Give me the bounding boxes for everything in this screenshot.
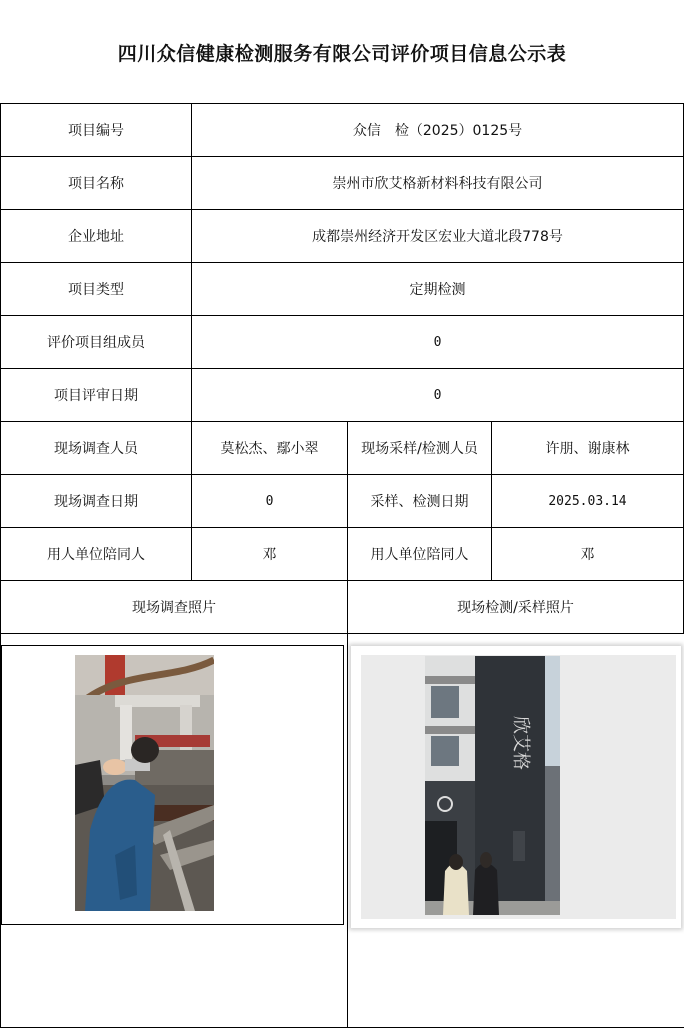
table-row [1,528,684,581]
building-sign: 欣艾格 [510,716,531,770]
survey-date-value: 0 [192,475,348,528]
sampling-staff-label: 现场采样/检测人员 [348,422,492,475]
sampling-photo [425,656,560,915]
table-row [1,475,684,528]
review-date-value: 0 [192,369,684,422]
escort-left-label: 用人单位陪同人 [1,528,192,581]
survey-date-label: 现场调查日期 [1,475,192,528]
table-row [1,210,684,263]
sampling-photo-label: 现场检测/采样照片 [348,581,684,634]
sampling-date-label: 采样、检测日期 [348,475,492,528]
sampling-staff-value: 许朋、谢康林 [492,422,684,475]
table-row [1,581,684,634]
survey-staff-label: 现场调查人员 [1,422,192,475]
project-no-label: 项目编号 [1,104,192,157]
table-row [1,263,684,316]
escort-left-value: 邓 [192,528,348,581]
photo-divider [347,633,348,1027]
project-name-label: 项目名称 [1,157,192,210]
project-no-value: 众信 检（2025）0125号 [192,104,684,157]
survey-photo [75,655,214,911]
survey-photo-label: 现场调查照片 [1,581,348,634]
info-table [0,103,684,634]
table-row [1,369,684,422]
sampling-date-value: 2025.03.14 [492,475,684,528]
escort-right-value: 邓 [492,528,684,581]
table-row [1,316,684,369]
project-type-label: 项目类型 [1,263,192,316]
address-label: 企业地址 [1,210,192,263]
address-value: 成都崇州经济开发区宏业大道北段778号 [192,210,684,263]
table-row [1,104,684,157]
members-value: 0 [192,316,684,369]
page-title: 四川众信健康检测服务有限公司评价项目信息公示表 [117,42,567,65]
project-name-value: 崇州市欣艾格新材料科技有限公司 [192,157,684,210]
project-type-value: 定期检测 [192,263,684,316]
members-label: 评价项目组成员 [1,316,192,369]
escort-right-label: 用人单位陪同人 [348,528,492,581]
table-row [1,422,684,475]
review-date-label: 项目评审日期 [1,369,192,422]
survey-staff-value: 莫松杰、鄢小翠 [192,422,348,475]
table-row [1,157,684,210]
